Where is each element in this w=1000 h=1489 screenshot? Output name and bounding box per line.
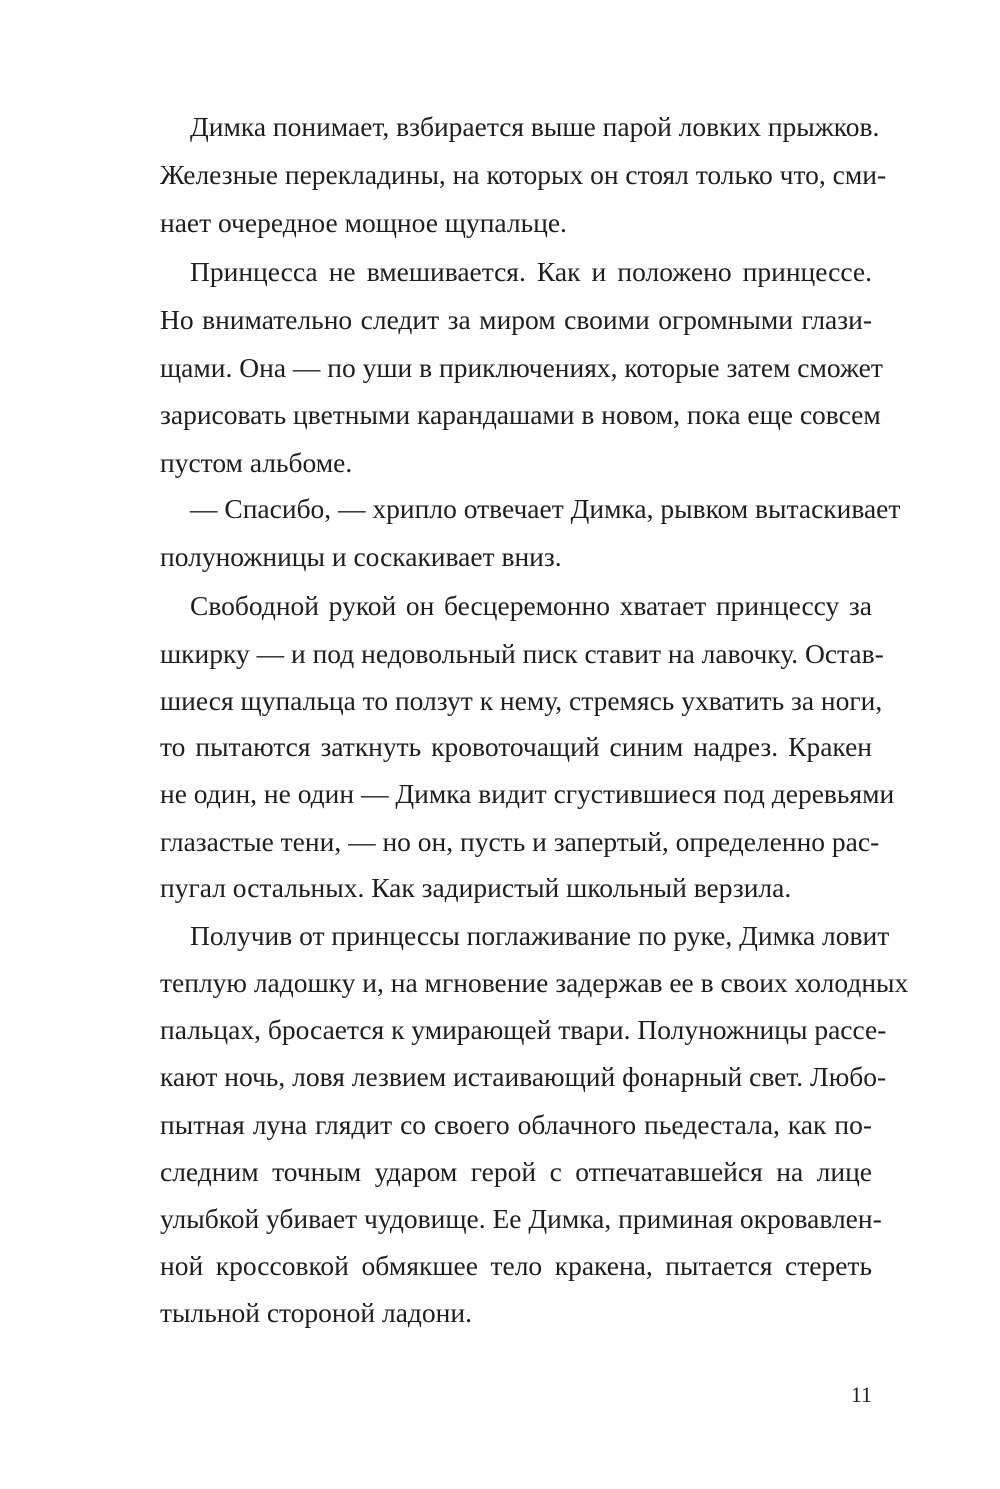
text-line: кают ночь, ловя лезвием истаивающий фонарный свет. Любо- [160,1061,887,1092]
text-line: Димка понимает, взбирается выше парой ловких прыжков. [190,111,880,142]
text-line: то пытаются заткнуть кровоточащий синим надрез. Кракен [160,731,872,762]
text-line: Получив от принцессы поглаживание по руке, Димка ловит [190,920,890,951]
text-line: пугал остальных. Как задиристый школьный верзила. [160,872,792,903]
text-line: зарисовать цветными карандашами в новом, пока еще совсем [160,399,881,430]
text-line: не один, не один — Димка видит сгустившиеся под деревьями [160,778,895,809]
text-line: улыбкой убивает чудовище. Ее Димка, приминая окровавлен- [160,1203,882,1234]
page-number: 11 [850,1382,872,1407]
text-line: полуножницы и соскакивает вниз. [160,541,562,572]
text-line: Но внимательно следит за миром своими огромными глази- [160,304,872,335]
text-line: пытная луна глядит со своего облачного пьедестала, как по- [160,1109,872,1140]
text-line: глазастые тени, — но он, пусть и запертый, определенно рас- [160,826,880,857]
text-line: Железные перекладины, на которых он стоял только что, сми- [160,159,887,190]
text-line: шкирку — и под недовольный писк ставит на лавочку. Остав- [160,638,884,669]
text-line: нает очередное мощное щупальце. [160,207,567,238]
text-line: шиеся щупальца то ползут к нему, стремясь ухватить за ноги, [160,685,883,716]
text-line: Свободной рукой он бесцеремонно хватает принцессу за [190,590,872,621]
text-line: щами. Она — по уши в приключениях, которые затем сможет [160,352,883,383]
text-line: ной кроссовкой обмякшее тело кракена, пытается стереть [160,1250,872,1281]
text-line: теплую ладошку и, на мгновение задержав ее в своих холодных [160,967,909,998]
text-line: — Спасибо, — хрипло отвечает Димка, рывком вытаскивает [190,493,901,524]
text-line: пустом альбоме. [160,447,353,478]
text-line: тыльной стороной ладони. [160,1297,472,1328]
text-line: Принцесса не вмешивается. Как и положено принцессе. [190,256,872,287]
text-line: следним точным ударом герой с отпечатавшейся на лице [160,1156,872,1187]
text-line: пальцах, бросается к умирающей твари. Полуножницы рассе- [160,1014,887,1045]
